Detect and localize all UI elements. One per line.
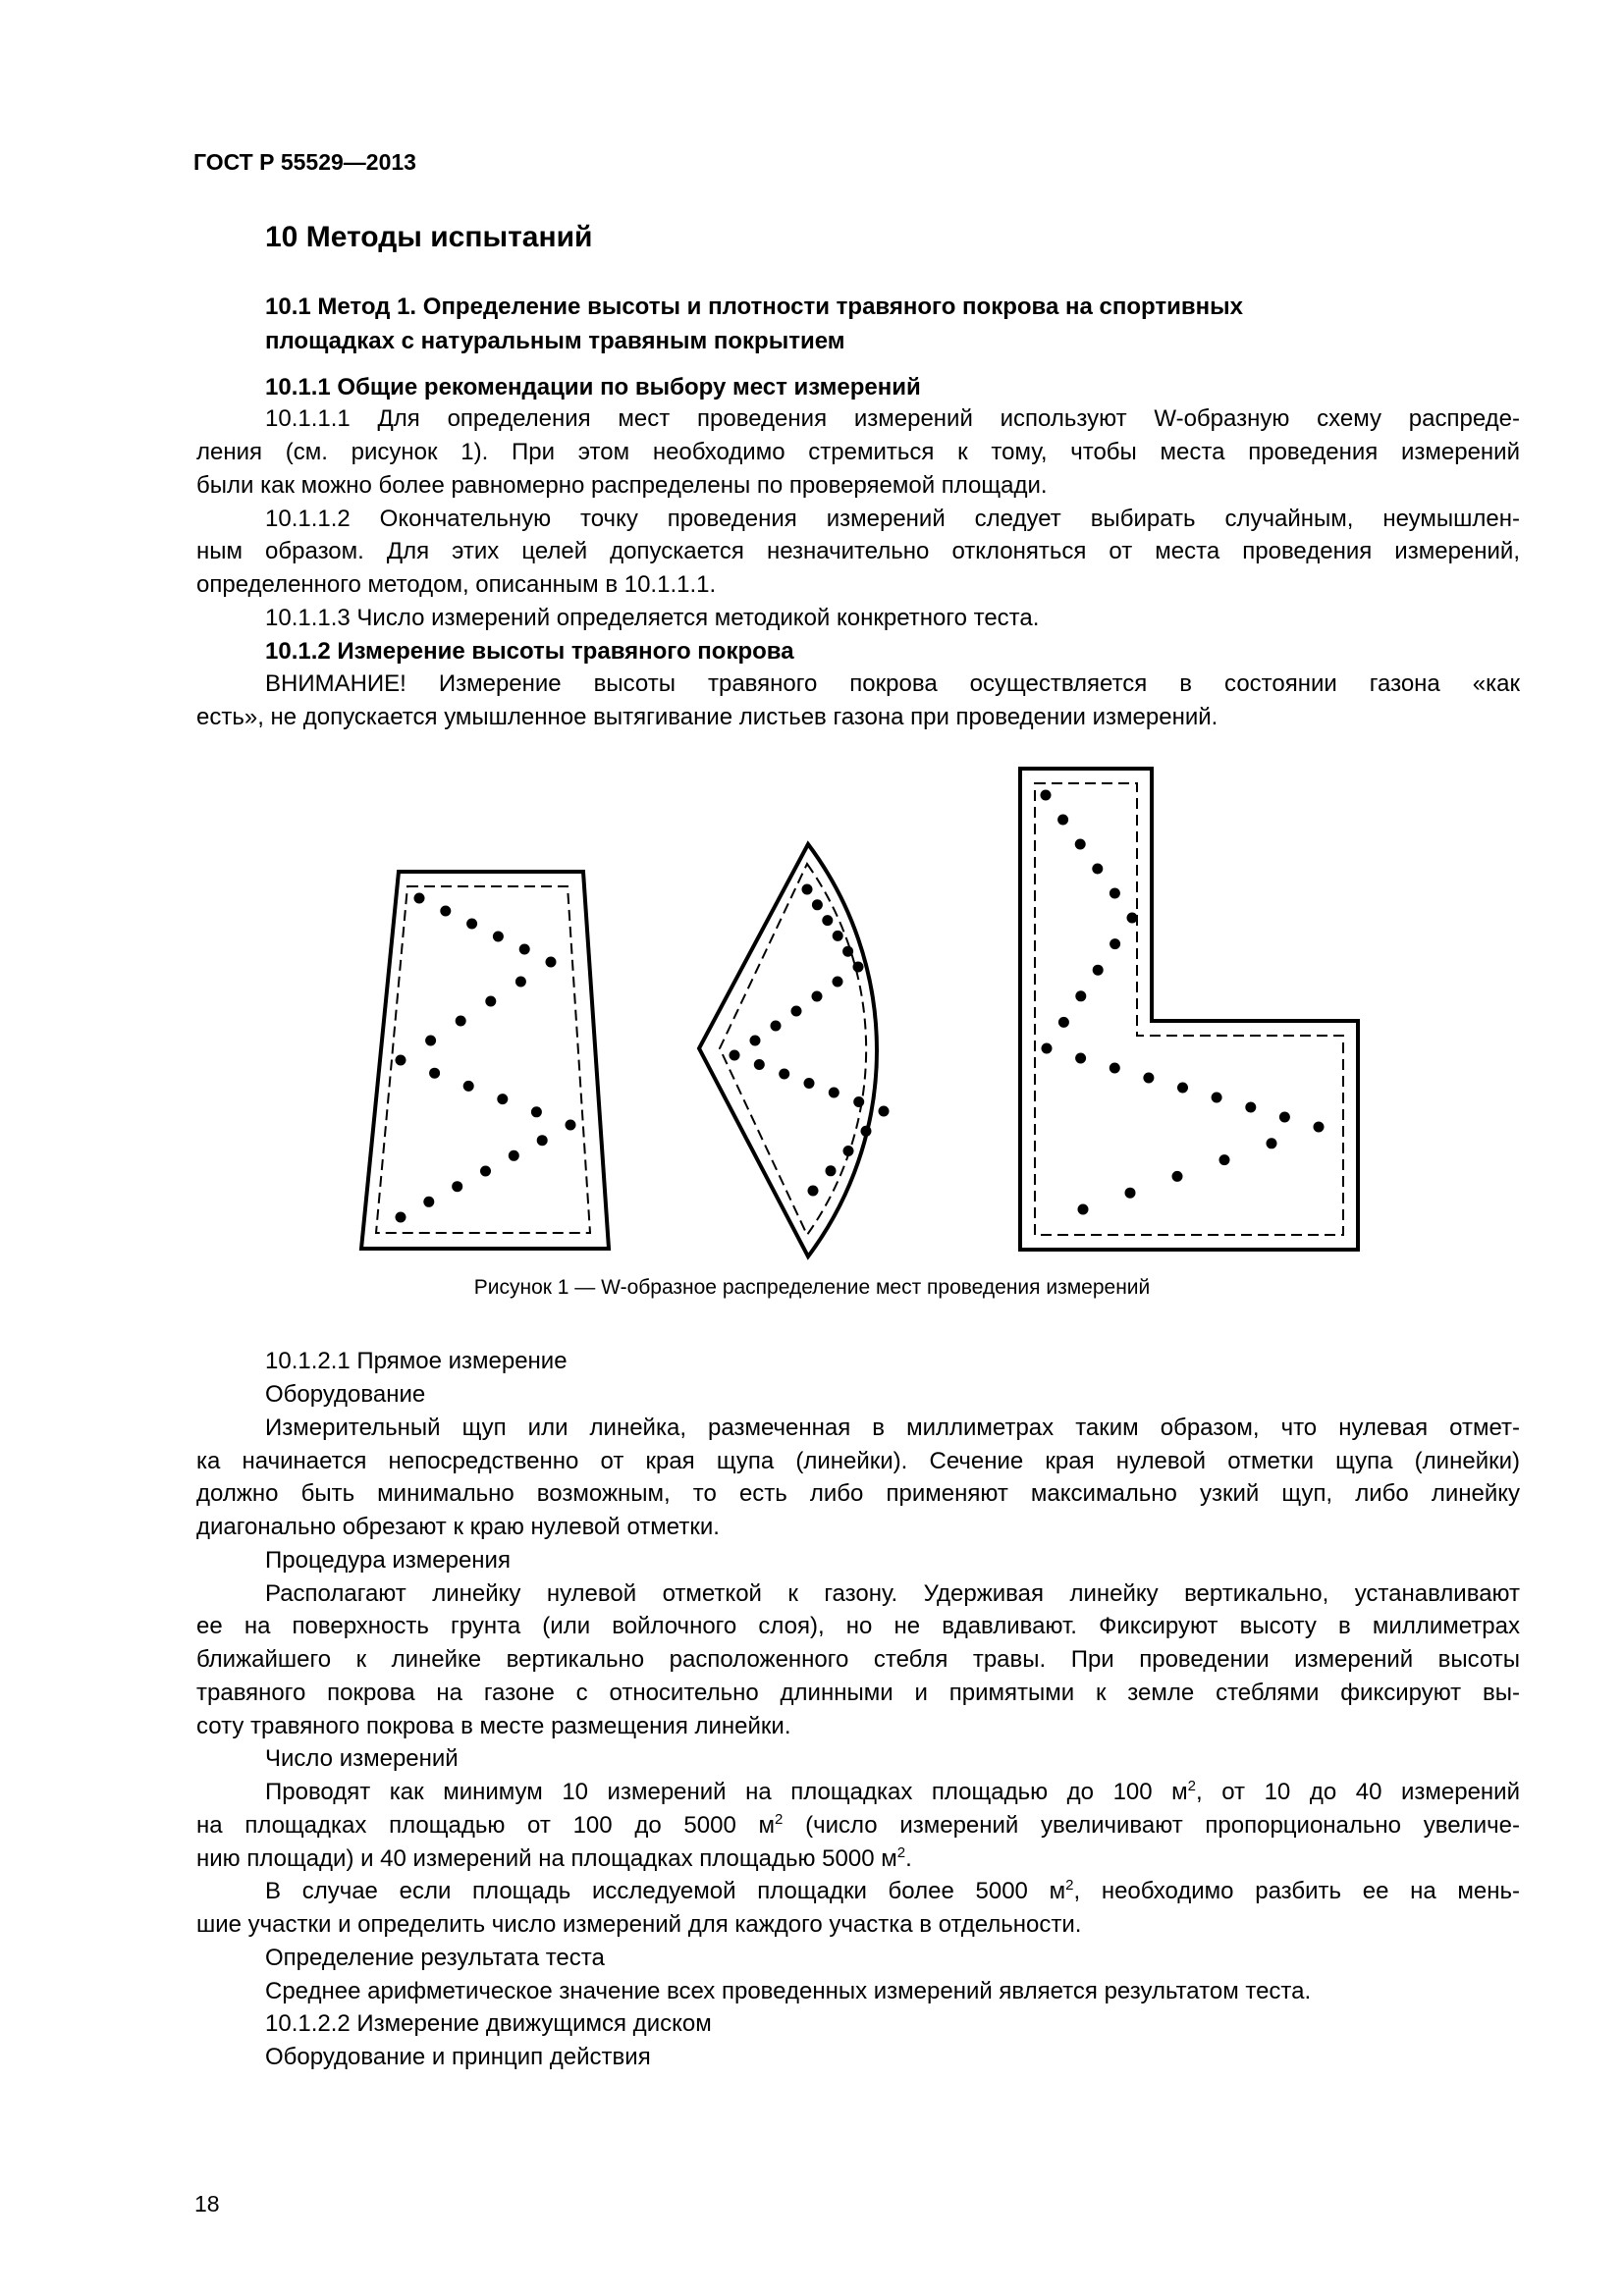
l-shape-measurement-point [1110, 1063, 1120, 1074]
trapezoid-measurement-point [485, 996, 496, 1007]
l-shape-measurement-point [1279, 1112, 1290, 1123]
paragraph-line: Среднее арифметическое значение всех проведенных измерений является результатом теста. [265, 1978, 1312, 2004]
paragraph-line [265, 1778, 1520, 1807]
paragraph-line: ным образом. Для этих целей допускается незначительно отклоняться от места проведения измерений, [196, 538, 1520, 564]
l-shape-inner-dashed [1035, 783, 1343, 1235]
warning-line: есть», не допускается умышленное вытягивание листьев газона при проведении измерений. [196, 704, 1218, 730]
clause-title: 10.1.2.2 Измерение движущимся диском [265, 2010, 712, 2037]
text-run: нию площади) и 40 измерений на площадках площадью 5000 м [196, 1845, 897, 1872]
trapezoid-measurement-point [537, 1135, 548, 1146]
superscript: 2 [896, 1844, 906, 1861]
paragraph-line: диагонально обрезают к краю нулевой отметки. [196, 1514, 720, 1540]
page-number: 18 [194, 2191, 220, 2216]
trapezoid-measurement-point [396, 1055, 406, 1066]
sector-measurement-point [843, 1146, 854, 1156]
sector-inner-dashed [720, 864, 866, 1235]
sector-measurement-point [804, 1078, 815, 1089]
trapezoid-measurement-point [519, 944, 530, 955]
trapezoid-measurement-point [497, 1094, 508, 1104]
paragraph-line: ее на поверхность грунта (или войлочного слоя), но не вдавливают. Фиксируют высоту в миллиметрах [196, 1613, 1520, 1639]
l-shape-measurement-point [1058, 1017, 1069, 1028]
paragraph-line: ближайшего к линейке вертикально расположенного стебля травы. При проведении измерений высоты [196, 1646, 1520, 1673]
l-shape-measurement-point [1245, 1102, 1256, 1113]
sector-measurement-point [853, 1096, 864, 1107]
clause-title: 10.1.2.1 Прямое измерение [265, 1348, 568, 1374]
trapezoid-measurement-point [414, 893, 425, 904]
document-header: ГОСТ Р 55529—2013 [193, 149, 416, 175]
sector-measurement-point [812, 991, 823, 1002]
trapezoid-measurement-point [423, 1197, 434, 1207]
sector-measurement-point [826, 1165, 837, 1176]
paragraph-line: 10.1.1.2 Окончательную точку проведения измерений следует выбирать случайным, неумышлен- [265, 506, 1520, 532]
sector-measurement-point [842, 946, 853, 957]
sector-measurement-point [779, 1069, 789, 1080]
subheading: Оборудование [265, 1381, 426, 1408]
paragraph-line: шие участки и определить число измерений для каждого участка в отдельности. [196, 1911, 1082, 1938]
trapezoid-measurement-point [515, 977, 526, 988]
sector-measurement-point [829, 1088, 839, 1098]
paragraph-line: Измерительный щуп или линейка, размеченная в миллиметрах таким образом, что нулевая отмет- [265, 1415, 1520, 1441]
paragraph-line: были как можно более равномерно распределены по проверяемой площади. [196, 472, 1048, 499]
l-shape-measurement-point [1125, 1188, 1136, 1199]
text-run: на площадках площадью от 100 до 5000 м [196, 1812, 776, 1839]
l-shape-measurement-point [1042, 1043, 1053, 1054]
trapezoid-inner-dashed [376, 886, 590, 1233]
sector-measurement-point [730, 1050, 740, 1061]
l-shape-measurement-point [1110, 938, 1120, 949]
l-shape-measurement-point [1057, 815, 1068, 826]
l-shape-measurement-point [1212, 1093, 1222, 1103]
subsubsection-title: 10.1.2 Измерение высоты травяного покрова [265, 638, 794, 665]
l-shape-measurement-point [1075, 839, 1086, 850]
trapezoid-measurement-point [493, 932, 504, 942]
sector-measurement-point [861, 1126, 872, 1137]
l-shape-measurement-point [1093, 965, 1104, 976]
paragraph-line [265, 1877, 1520, 1906]
superscript: 2 [775, 1811, 784, 1828]
sector-measurement-point [791, 1006, 802, 1017]
sector-measurement-point [833, 977, 843, 988]
sector-measurement-point [812, 899, 823, 910]
figure-caption: Рисунок 1 — W-образное распределение мест проведения измерений [473, 1276, 1151, 1299]
warning-line: ВНИМАНИЕ! Измерение высоты травяного покрова осуществляется в состоянии газона «как [265, 670, 1520, 697]
l-shape-measurement-point [1219, 1154, 1230, 1165]
trapezoid-measurement-point [566, 1120, 576, 1131]
text-run: . [905, 1845, 912, 1872]
text-run: , необходимо разбить ее на мень- [1073, 1878, 1521, 1904]
trapezoid-measurement-point [396, 1212, 406, 1223]
sector-measurement-point [808, 1186, 819, 1197]
paragraph-line: 10.1.1.1 Для определения мест проведения измерений используют W-образную схему распреде- [265, 405, 1520, 432]
paragraph-line: Располагают линейку нулевой отметкой к газону. Удерживая линейку вертикально, устанавливают [265, 1580, 1520, 1607]
l-shape-outer-outline [1020, 769, 1358, 1250]
sector-measurement-point [822, 915, 833, 926]
trapezoid-measurement-point [425, 1036, 436, 1046]
l-shape-measurement-point [1092, 864, 1103, 875]
subheading: Оборудование и принцип действия [265, 2044, 651, 2070]
trapezoid-measurement-point [466, 919, 477, 930]
l-shape-measurement-point [1110, 888, 1120, 899]
l-shape-measurement-point [1127, 913, 1138, 924]
l-shape-measurement-point [1177, 1083, 1188, 1094]
trapezoid-measurement-point [463, 1081, 474, 1092]
l-shape-measurement-point [1078, 1204, 1089, 1215]
paragraph-line [196, 1844, 1520, 1874]
paragraph-line: соту травяного покрова в месте размещения линейки. [196, 1713, 791, 1739]
trapezoid-measurement-point [531, 1106, 542, 1117]
trapezoid-measurement-point [509, 1150, 519, 1161]
subheading: Число измерений [265, 1745, 459, 1772]
sector-measurement-point [833, 931, 843, 941]
subsection-title-line: 10.1 Метод 1. Определение высоты и плотности травяного покрова на спортивных [265, 294, 1243, 320]
section-title: 10 Методы испытаний [265, 221, 593, 253]
l-shape-measurement-point [1041, 790, 1052, 801]
paragraph-line: травяного покрова на газоне с относительно длинными и примятыми к земле стеблями фиксируют вы- [196, 1680, 1520, 1706]
trapezoid-measurement-point [440, 906, 451, 917]
trapezoid-measurement-point [480, 1166, 491, 1177]
paragraph-line: ления (см. рисунок 1). При этом необходимо стремиться к тому, чтобы места проведения измерений [196, 439, 1520, 465]
sector-measurement-point [879, 1106, 890, 1117]
l-shape-measurement-point [1075, 1053, 1086, 1064]
superscript: 2 [1065, 1877, 1074, 1894]
sector-measurement-point [771, 1021, 782, 1032]
l-shape-measurement-point [1075, 990, 1086, 1001]
text-run: Проводят как минимум 10 измерений на площадках площадью до 100 м [265, 1779, 1188, 1805]
sector-measurement-point [750, 1036, 761, 1046]
l-shape-measurement-point [1143, 1073, 1154, 1084]
paragraph-line: 10.1.1.3 Число измерений определяется методикой конкретного теста. [265, 605, 1040, 631]
sector-measurement-point [754, 1059, 765, 1070]
paragraph-line [196, 1811, 1520, 1841]
subsection-title-line: площадках с натуральным травяным покрытием [265, 328, 845, 354]
superscript: 2 [1187, 1778, 1197, 1794]
text-run: В случае если площадь исследуемой площадки более 5000 м [265, 1878, 1066, 1904]
trapezoid-measurement-point [429, 1068, 440, 1079]
subheading: Процедура измерения [265, 1547, 511, 1574]
l-shape-measurement-point [1172, 1171, 1183, 1182]
paragraph-line: определенного методом, описанным в 10.1.1.1. [196, 571, 717, 598]
trapezoid-measurement-point [452, 1181, 462, 1192]
text-run: , от 10 до 40 измерений [1196, 1779, 1520, 1805]
sector-measurement-point [802, 884, 813, 895]
paragraph-line: ка начинается непосредственно от края щупа (линейки). Сечение края нулевой отметки щупа (линейки) [196, 1448, 1520, 1474]
sector-measurement-point [853, 962, 864, 973]
paragraph-line: должно быть минимально возможным, то есть либо применяют максимально узкий щуп, либо линейку [196, 1480, 1520, 1507]
subheading: Определение результата теста [265, 1945, 605, 1971]
l-shape-measurement-point [1267, 1138, 1277, 1148]
subsubsection-title: 10.1.1 Общие рекомендации по выбору мест измерений [265, 374, 921, 400]
trapezoid-measurement-point [546, 957, 557, 968]
text-run: (число измерений увеличивают пропорционально увеличе- [783, 1812, 1520, 1839]
trapezoid-measurement-point [456, 1016, 466, 1027]
l-shape-measurement-point [1314, 1122, 1325, 1133]
